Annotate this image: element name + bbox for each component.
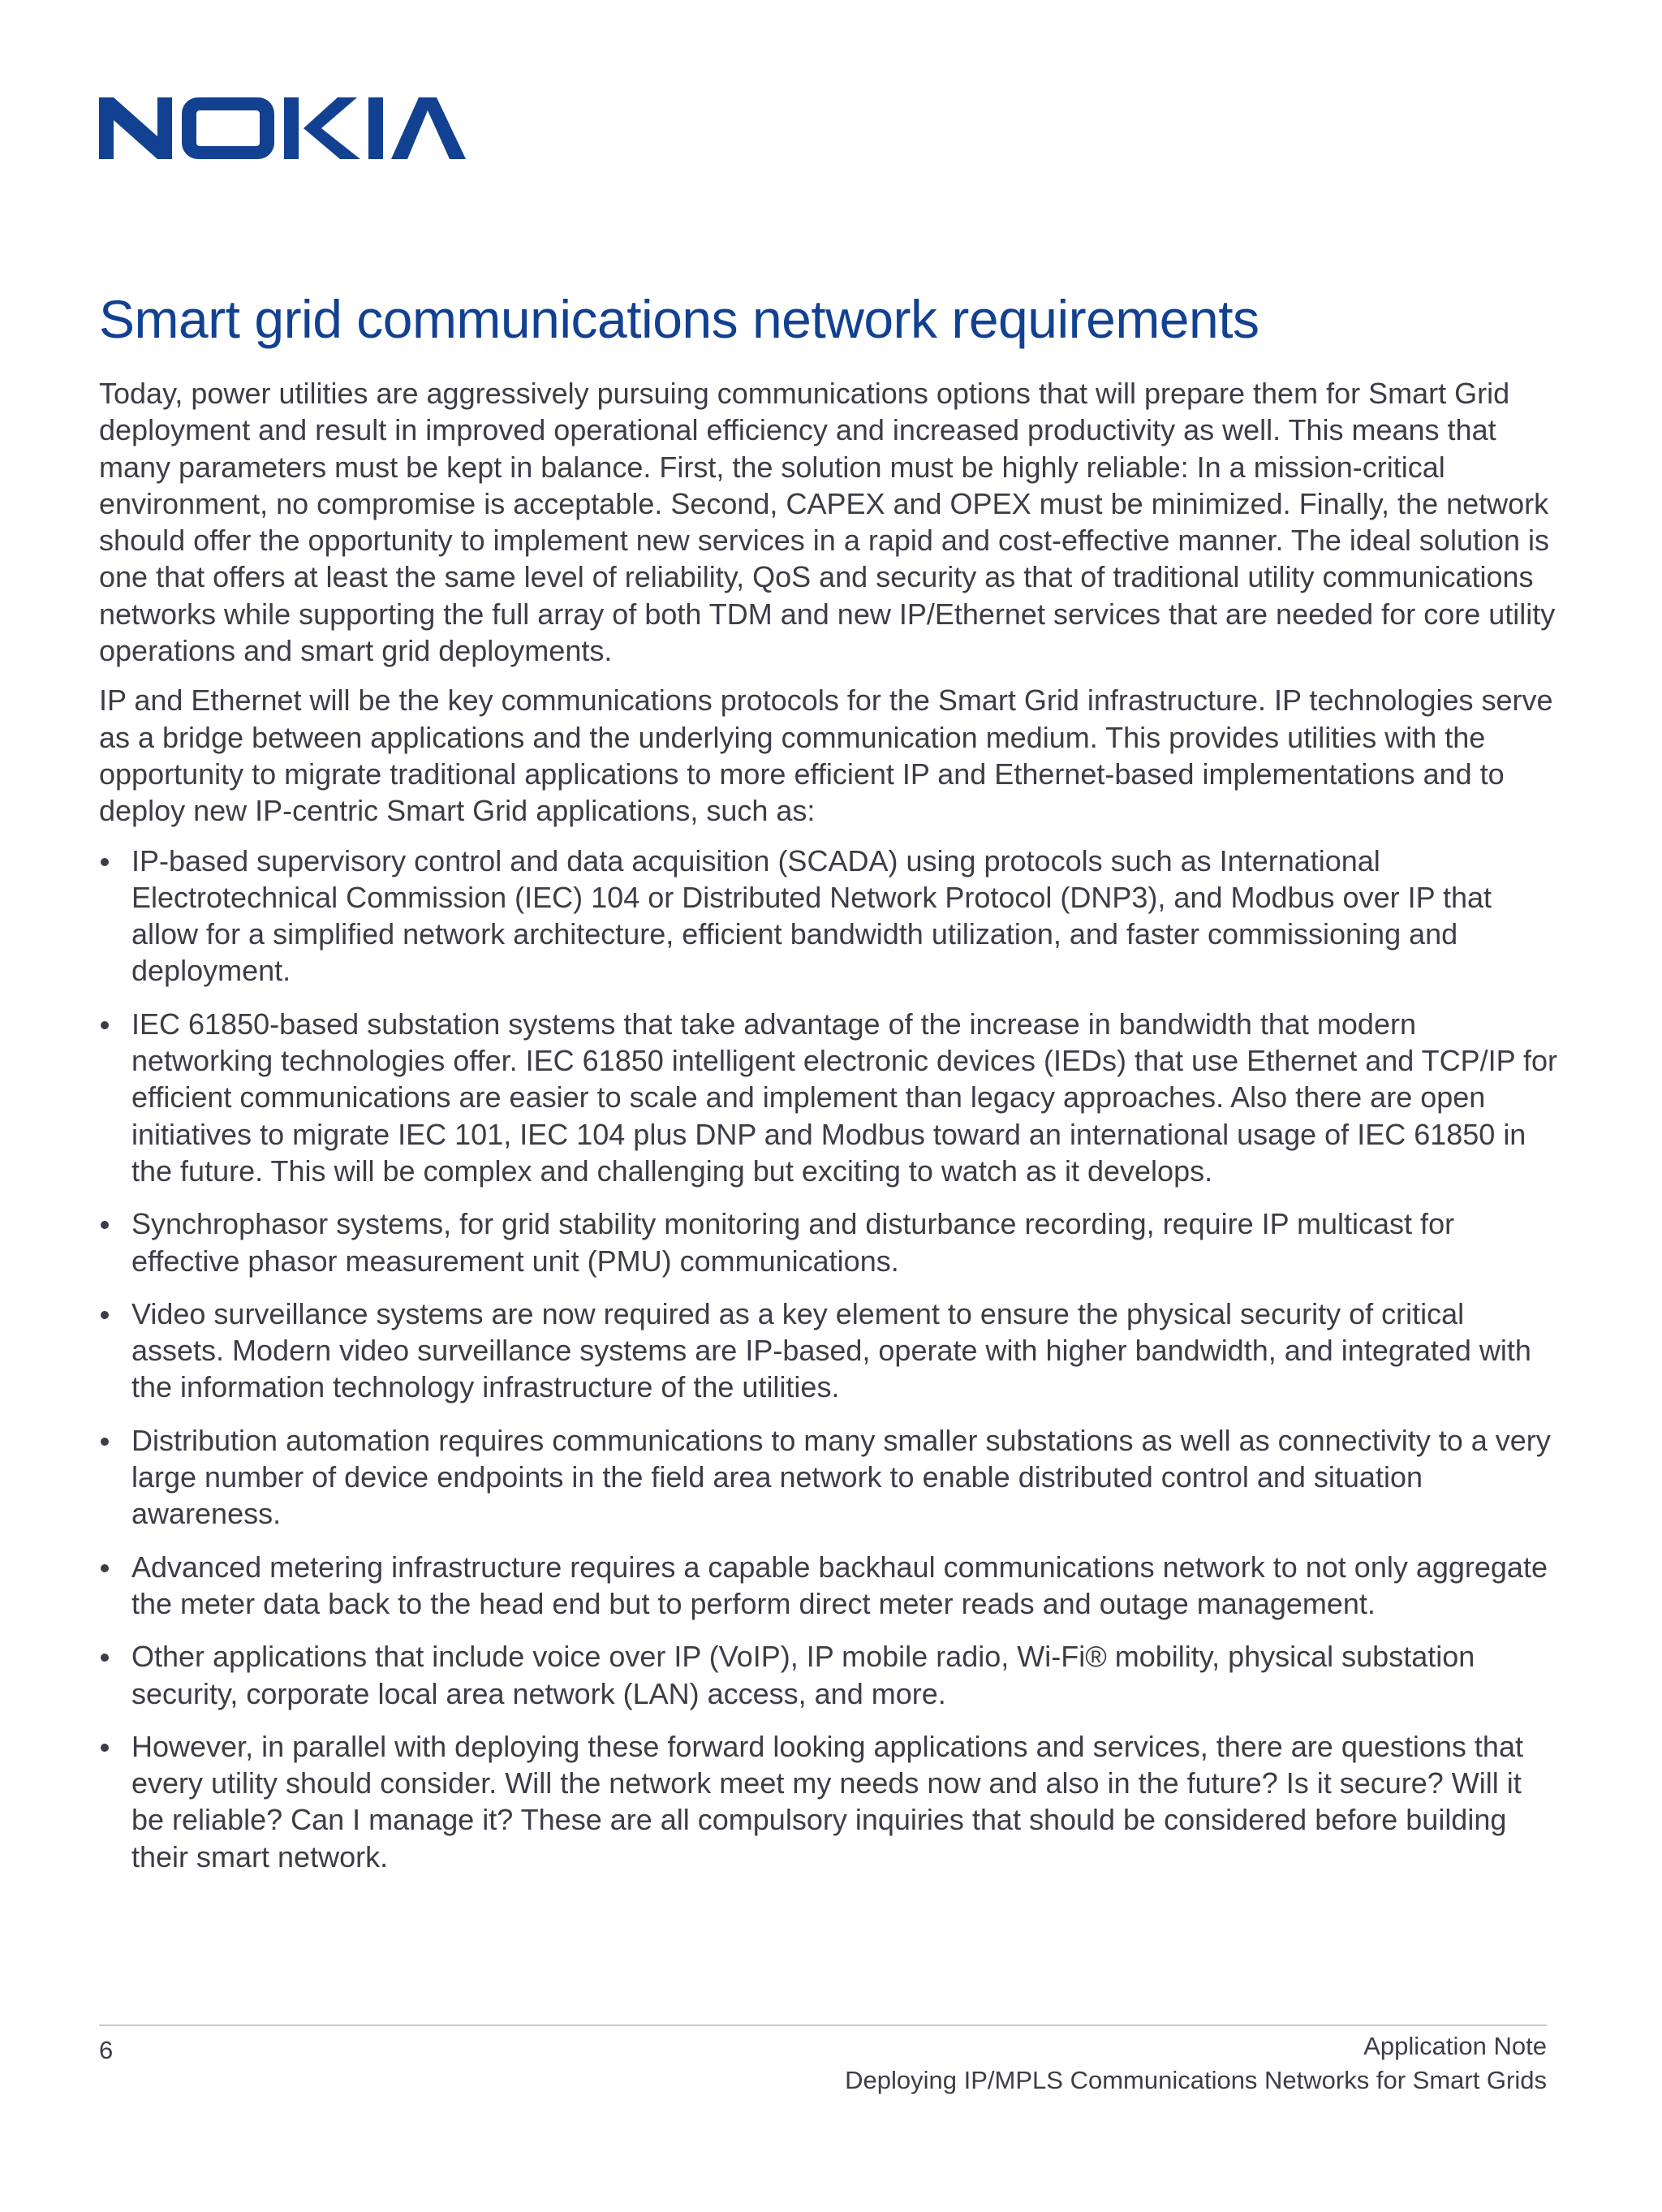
nokia-logo <box>99 97 472 159</box>
page-title: Smart grid communications network requirements <box>99 289 1259 349</box>
list-item: IEC 61850-based substation systems that take advantage of the increase in bandwidth that modern networking technologies offer. IEC 61850 intelligent electronic devices (IEDs) that use Ethernet and TCP/IP for efficient communications are easier to scale and implement than legacy approaches. Also there are open initiatives to migrate IEC 101, IEC 104 plus DNP and Modbus toward an international usage of IEC 61850 in the future. This will be complex and challenging but exciting to watch as it develops. <box>99 1006 1560 1189</box>
applications-list <box>99 843 1560 1875</box>
page-number: 6 <box>99 2036 114 2064</box>
bullet-icon <box>101 1744 109 1752</box>
list-item: IP-based supervisory control and data acquisition (SCADA) using protocols such as International Electrotechnical Commission (IEC) 104 or Distributed Network Protocol (DNP3), and Modbus over IP that allow for a simplified network architecture, efficient bandwidth utilization, and faster commissioning and deployment. <box>99 843 1560 990</box>
footer-divider <box>99 2024 1547 2026</box>
list-item: Distribution automation requires communications to many smaller substations as well as connectivity to a very large number of device endpoints in the field area network to enable distributed control and situation awareness. <box>99 1422 1560 1533</box>
bullet-icon <box>101 858 109 866</box>
list-item: Video surveillance systems are now required as a key element to ensure the physical security of critical assets. Modern video surveillance systems are IP-based, operate with higher bandwidth, and integrated with the information technology infrastructure of the utilities. <box>99 1296 1560 1406</box>
bullet-icon <box>101 1311 109 1319</box>
bullet-icon <box>101 1438 109 1446</box>
intro-paragraph: Today, power utilities are aggressively pursuing communications options that will prepare them for Smart Grid deployment and result in improved operational efficiency and increased productivity as well. This means that many parameters must be kept in balance. First, the solution must be highly reliable: In a mission-critical environment, no compromise is acceptable. Second, CAPEX and OPEX must be minimized. Finally, the network should offer the opportunity to implement new services in a rapid and cost-effective manner. The ideal solution is one that offers at least the same level of reliability, QoS and security as that of traditional utility communications networks while supporting the full array of both TDM and new IP/Ethernet services that are needed for core utility operations and smart grid deployments. <box>99 377 1556 668</box>
list-item: Advanced metering infrastructure requires a capable backhaul communications network to not only aggregate the meter data back to the head end but to perform direct meter reads and outage management. <box>99 1549 1560 1623</box>
list-item: However, in parallel with deploying these forward looking applications and services, there are questions that every utility should consider. Will the network meet my needs now and also in the future? Is it secure? Will it be reliable? Can I manage it? These are all compulsory inquiries that should be considered before building their smart network. <box>99 1728 1560 1875</box>
bullet-icon <box>101 1654 109 1662</box>
footer-doc-title: Deploying IP/MPLS Communications Networks for Smart Grids <box>845 2066 1547 2094</box>
footer-doc-type: Application Note <box>1363 2032 1547 2060</box>
nokia-logo-wordmark <box>99 97 472 159</box>
list-item: Synchrophasor systems, for grid stability monitoring and disturbance recording, require IP multicast for effective phasor measurement unit (PMU) communications. <box>99 1205 1560 1279</box>
bullet-icon <box>101 1564 109 1572</box>
bullet-icon <box>101 1221 109 1229</box>
list-item: Other applications that include voice over IP (VoIP), IP mobile radio, Wi-Fi® mobility, physical substation security, corporate local area network (LAN) access, and more. <box>99 1638 1560 1712</box>
body-text <box>99 375 1560 1891</box>
footer-document-info <box>845 2029 1547 2098</box>
protocols-paragraph: IP and Ethernet will be the key communications protocols for the Smart Grid infrastructure. IP technologies serve as a bridge between applications and the underlying communication medium. This provides utilities with the opportunity to migrate traditional applications to more efficient IP and Ethernet-based implementations and to deploy new IP-centric Smart Grid applications, such as: <box>99 683 1553 828</box>
bullet-icon <box>101 1021 109 1029</box>
